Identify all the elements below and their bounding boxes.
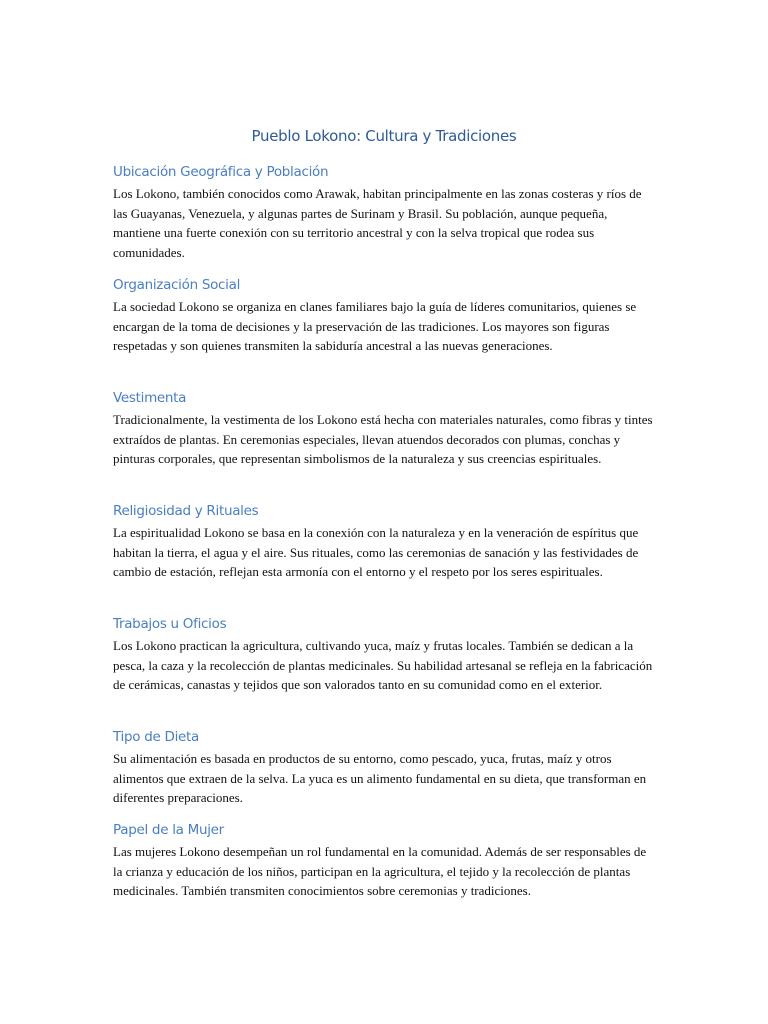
section-paragraph: Las mujeres Lokono desempeñan un rol fundamental en la comunidad. Además de ser responsables de la crianza y educación de los niños, participan en la agricultura, el tejido y la recolección de plantas medicinales. También transmiten conocimientos sobre ceremonias y tradiciones.: [113, 844, 647, 898]
section-heading: Vestimenta: [113, 390, 187, 406]
section-paragraph: Los Lokono, también conocidos como Arawak, habitan principalmente en las zonas costeras y ríos de las Guayanas, Venezuela, y algunas partes de Surinam y Brasil. Su población, aunque pequeña, mantiene una fuerte conexión con su territorio ancestral y con la selva tropical que rodea sus comunidades.: [113, 186, 642, 260]
section-heading: Tipo de Dieta: [113, 729, 199, 745]
section-paragraph: Su alimentación es basada en productos de su entorno, como pescado, yuca, frutas, maíz y otros alimentos que extraen de la selva. La yuca es un alimento fundamental en su dieta, que transforman en diferentes preparaciones.: [113, 751, 647, 805]
section-heading: Ubicación Geográfica y Población: [113, 164, 329, 180]
section-vestimenta: [113, 389, 658, 469]
section-religiosidad: [113, 502, 658, 582]
section-paragraph: La espiritualidad Lokono se basa en la conexión con la naturaleza y en la veneración de espíritus que habitan la tierra, el agua y el aire. Sus rituales, como las ceremonias de sanación y las festividades de cambio de estación, reflejan esta armonía con el entorno y el respeto por los seres espirituales.: [113, 525, 639, 579]
section-organizacion: [113, 276, 658, 356]
section-paragraph: La sociedad Lokono se organiza en clanes familiares bajo la guía de líderes comunitarios, quienes se encargan de la toma de decisiones y la preservación de las tradiciones. Los mayores son figuras respetadas y son quienes transmiten la sabiduría ancestral a las nuevas generaciones.: [113, 299, 637, 353]
section-heading: Papel de la Mujer: [113, 822, 224, 838]
section-ubicacion: [113, 163, 658, 262]
document-title: Pueblo Lokono: Cultura y Tradiciones: [251, 127, 517, 145]
section-paragraph: Los Lokono practican la agricultura, cultivando yuca, maíz y frutas locales. También se dedican a la pesca, la caza y la recolección de plantas medicinales. Su habilidad artesanal se refleja en la fabricación de cerámicas, canastas y tejidos que son valorados tanto en su comunidad como en el exterior.: [113, 638, 653, 692]
section-mujer: [113, 821, 658, 901]
section-dieta: [113, 728, 658, 808]
section-trabajos: [113, 615, 658, 695]
section-heading: Trabajos u Oficios: [113, 616, 227, 632]
section-heading: Organización Social: [113, 277, 241, 293]
section-paragraph: Tradicionalmente, la vestimenta de los Lokono está hecha con materiales naturales, como fibras y tintes extraídos de plantas. En ceremonias especiales, llevan atuendos decorados con plumas, conchas y pinturas corporales, que representan simbolismos de la naturaleza y sus creencias espirituales.: [113, 412, 653, 466]
section-heading: Religiosidad y Rituales: [113, 503, 259, 519]
